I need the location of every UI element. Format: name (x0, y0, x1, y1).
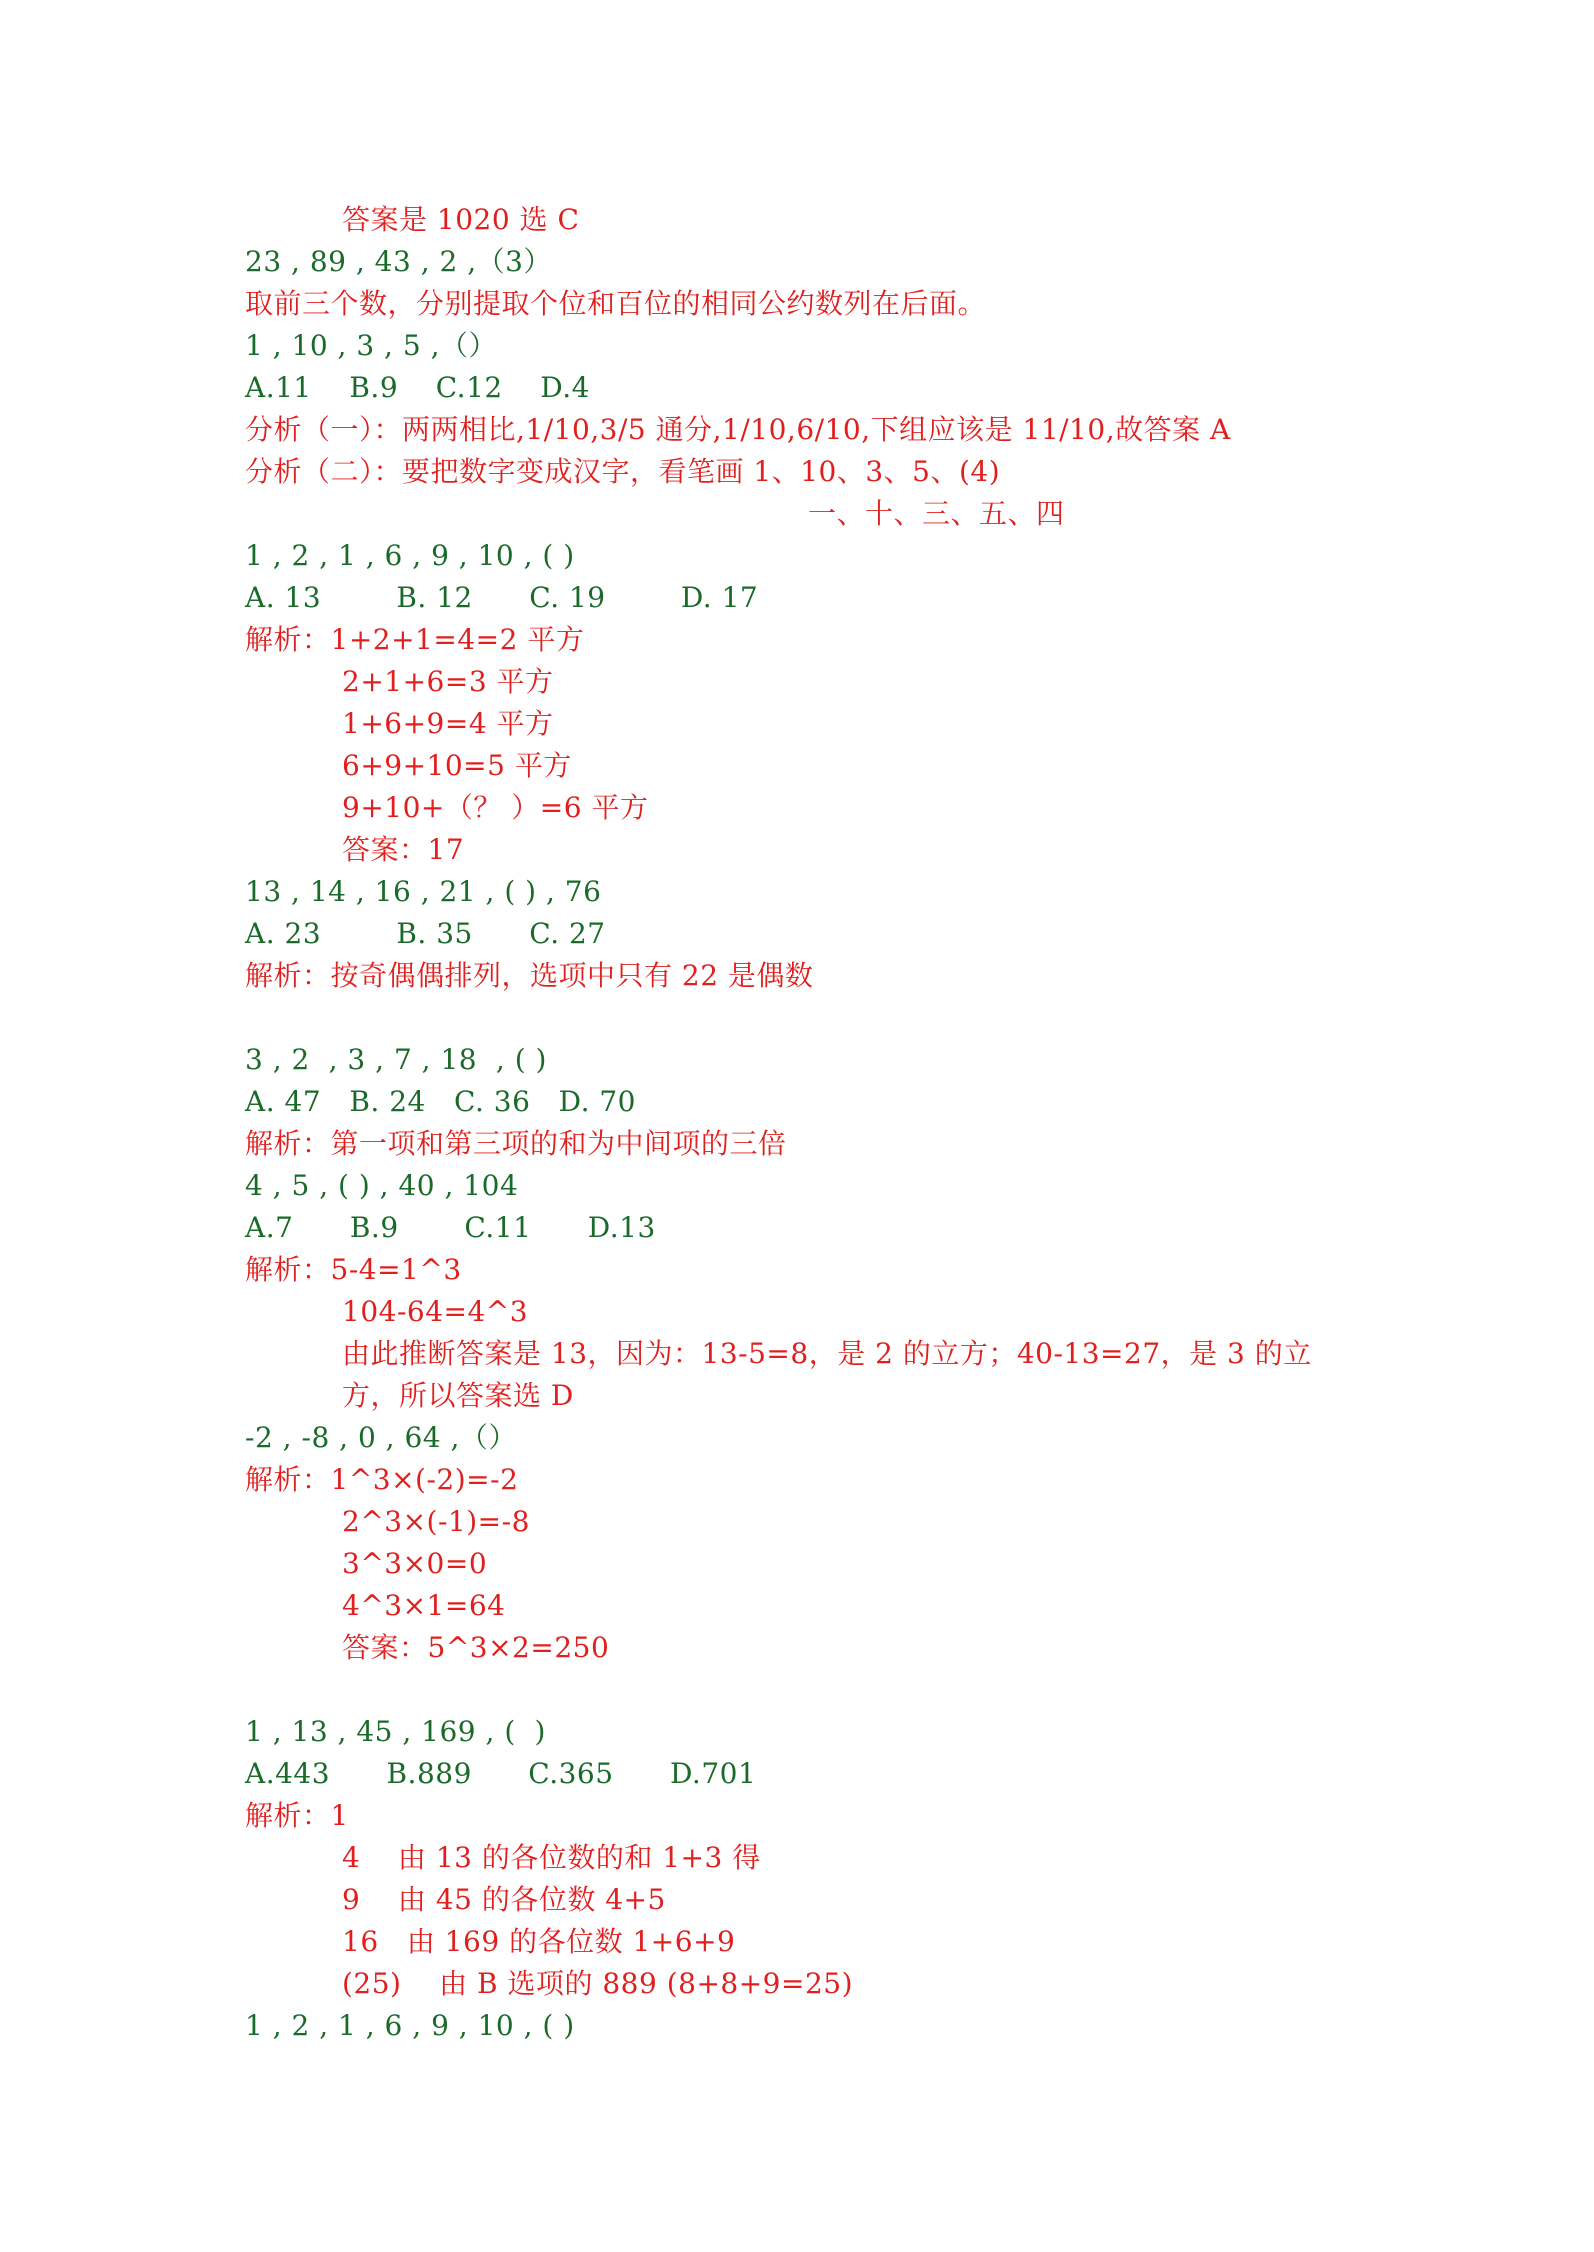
question-options: A. 23 B. 35 C. 27 (245, 917, 606, 950)
analysis-text: 3^3×0=0 (342, 1547, 488, 1580)
analysis-text: 1+6+9=4 平方 (342, 707, 554, 740)
analysis-text: 9 由 45 的各位数 4+5 (342, 1883, 666, 1916)
analysis-text: 由此推断答案是 13，因为：13-5=8，是 2 的立方；40-13=27，是 3 的立 (342, 1337, 1312, 1370)
question-sequence: 13 , 14 , 16 , 21 , ( ) , 76 (245, 875, 602, 908)
question-options: A.7 B.9 C.11 D.13 (245, 1211, 656, 1244)
analysis-text: 解析：1 (245, 1799, 349, 1832)
question-options: A.11 B.9 C.12 D.4 (245, 371, 590, 404)
analysis-text: 16 由 169 的各位数 1+6+9 (342, 1925, 736, 1958)
question-sequence: 4 , 5 , ( ) , 40 , 104 (245, 1169, 519, 1202)
analysis-text: 解析：1^3×(-2)=-2 (245, 1463, 519, 1496)
analysis-text: 4 由 13 的各位数的和 1+3 得 (342, 1841, 761, 1874)
analysis-text: 取前三个数，分别提取个位和百位的相同公约数列在后面。 (245, 287, 987, 320)
analysis-text: 104-64=4^3 (342, 1295, 529, 1328)
question-sequence: 1 , 10 , 3 , 5 ,（） (245, 329, 497, 362)
analysis-text: 方，所以答案选 D (342, 1379, 574, 1412)
question-options: A. 13 B. 12 C. 19 D. 17 (245, 581, 759, 614)
answer-line: 答案是 1020 选 C (342, 203, 580, 236)
question-sequence: 3 , 2 , 3 , 7 , 18 , ( ) (245, 1043, 547, 1076)
analysis-text: 解析：第一项和第三项的和为中间项的三倍 (245, 1127, 787, 1160)
question-sequence: -2 , -8 , 0 , 64 ,（） (245, 1421, 517, 1454)
analysis-text: 4^3×1=64 (342, 1589, 506, 1622)
analysis-text: (25) 由 B 选项的 889 (8+8+9=25) (342, 1967, 854, 2000)
analysis-text: 解析：1+2+1=4=2 平方 (245, 623, 585, 656)
question-sequence: 1 , 2 , 1 , 6 , 9 , 10 , ( ) (245, 2009, 575, 2042)
question-sequence: 1 , 13 , 45 , 169 , ( ) (245, 1715, 546, 1748)
analysis-text: 一、十、三、五、四 (808, 497, 1065, 530)
analysis-text: 6+9+10=5 平方 (342, 749, 572, 782)
analysis-text: 分析（二）：要把数字变成汉字，看笔画 1、10、3、5、(4) (245, 455, 1001, 488)
analysis-text: 2^3×(-1)=-8 (342, 1505, 530, 1538)
answer-line: 答案：5^3×2=250 (342, 1631, 610, 1664)
question-options: A. 47 B. 24 C. 36 D. 70 (245, 1085, 636, 1118)
analysis-text: 解析：5-4=1^3 (245, 1253, 462, 1286)
question-options: A.443 B.889 C.365 D.701 (245, 1757, 757, 1790)
question-sequence: 23 , 89 , 43 , 2 ,（3） (245, 245, 552, 278)
analysis-text: 解析：按奇偶偶排列，选项中只有 22 是偶数 (245, 959, 814, 992)
analysis-text: 9+10+（？ ）=6 平方 (342, 791, 649, 824)
analysis-text: 分析（一）：两两相比,1/10,3/5 通分,1/10,6/10,下组应该是 11/10,故答案 A (245, 413, 1231, 446)
question-sequence: 1 , 2 , 1 , 6 , 9 , 10 , ( ) (245, 539, 575, 572)
answer-line: 答案：17 (342, 833, 465, 866)
analysis-text: 2+1+6=3 平方 (342, 665, 554, 698)
